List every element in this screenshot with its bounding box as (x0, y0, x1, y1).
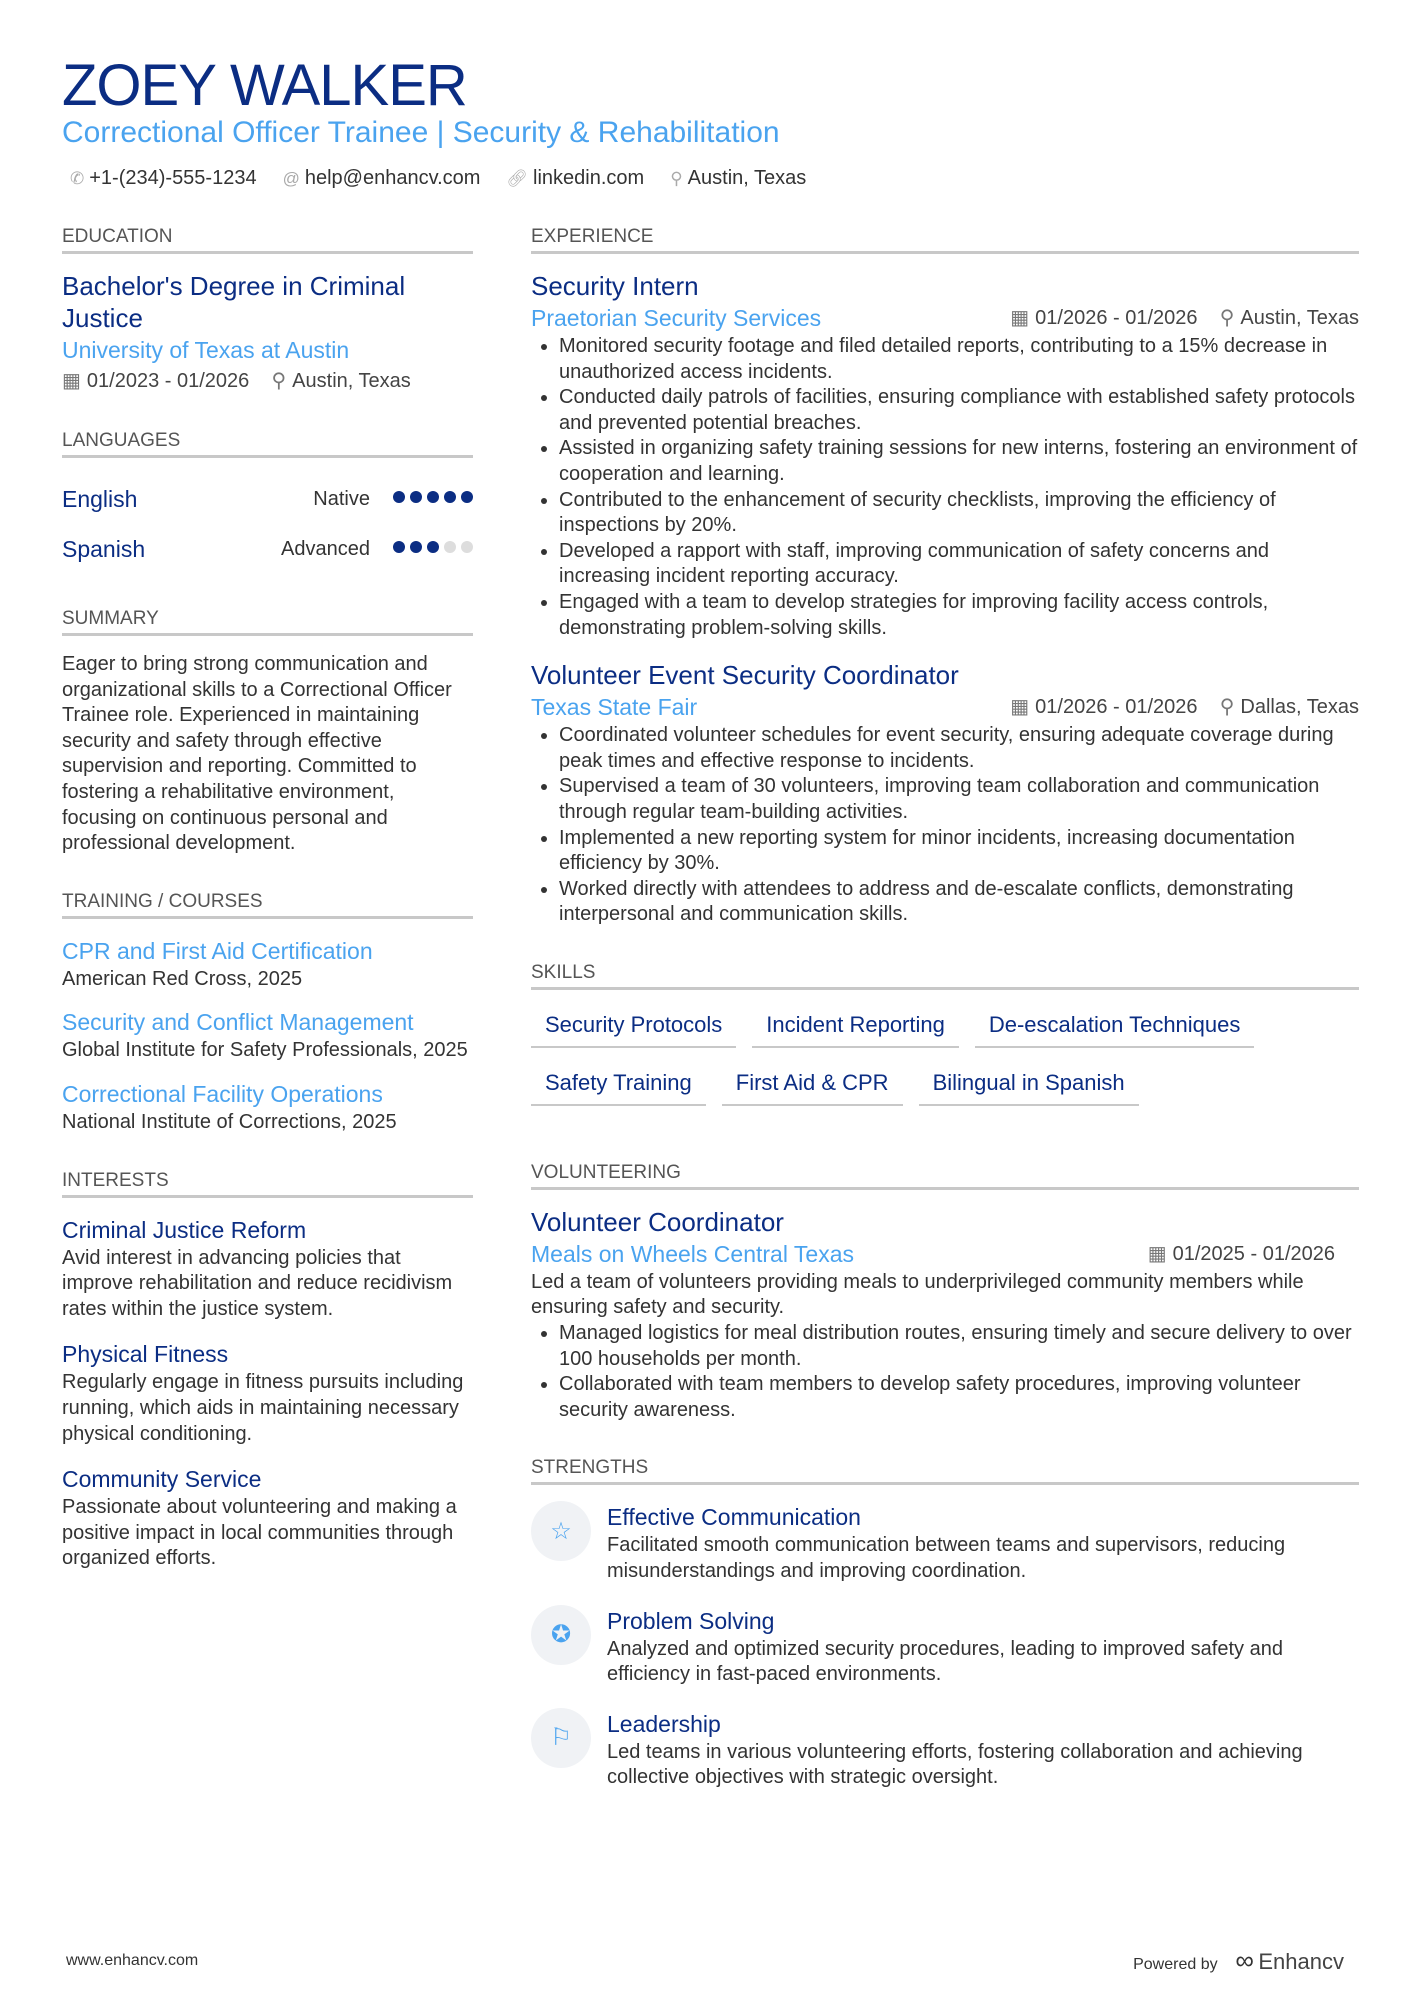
left-column (62, 226, 473, 1606)
job-title: Volunteer Event Security Coordinator (531, 660, 959, 691)
candidate-title: Correctional Officer Trainee | Security & Rehabilitation (62, 116, 780, 149)
job-title: Security Intern (531, 271, 699, 301)
strength-text: Analyzed and optimized security procedures, leading to improved safety and efficiency in fast-paced environments. (607, 1637, 1283, 1686)
education-section (62, 226, 473, 396)
skill-tag: Bilingual in Spanish (919, 1064, 1139, 1106)
section-heading: SUMMARY (62, 608, 473, 636)
right-column (531, 226, 1359, 1825)
footer-url[interactable]: www.enhancv.com (66, 1951, 199, 1969)
location-icon: ⚲ (271, 370, 287, 392)
level-dot (393, 491, 405, 503)
calendar-icon: ▦ (62, 370, 81, 392)
location-icon: ⚲ (670, 169, 683, 188)
strength-title: Leadership (607, 1710, 721, 1737)
contact-phone[interactable] (70, 167, 257, 190)
location: Austin, Texas (292, 370, 411, 392)
enhancv-logo-icon: ∞ (1235, 1945, 1254, 1975)
footer (66, 1945, 1344, 1976)
summary-text: Eager to bring strong communication and organizational skills to a Correctional Officer Trainee role. Experienced in maintaining security and safety through effective supervision and reporting. Committed to fostering a rehabilitative environment, focusing on continuous personal and professional development. (62, 653, 452, 855)
interest-item (62, 1338, 473, 1447)
contact-bar (70, 167, 806, 190)
bullet: • Supervised a team of 30 volunteers, improving team collaboration and communication through regular team-building activities. (559, 774, 1359, 825)
interest-title: Criminal Justice Reform (62, 1216, 307, 1243)
bullet: • Implemented a new reporting system for minor incidents, increasing documentation efficiency by 30%. (559, 826, 1359, 877)
languages-section (62, 430, 473, 574)
job-meta (1010, 303, 1359, 333)
language-level: Native (313, 487, 370, 510)
skill-tag: Security Protocols (531, 1006, 736, 1048)
location-icon: ⚲ (1219, 696, 1235, 719)
course-detail: American Red Cross, 2025 (62, 967, 303, 990)
interest-item (62, 1463, 473, 1572)
powered-by (1133, 1945, 1344, 1976)
bullet: • Engaged with a team to develop strategies for improving facility access controls, demonstrating problem-solving skills. (559, 590, 1359, 641)
bullet: • Coordinated volunteer schedules for event security, ensuring adequate coverage during peak times and effective response to incidents. (559, 723, 1359, 774)
link-icon: 🔗︎ (506, 169, 529, 188)
skill-tag: First Aid & CPR (722, 1064, 903, 1106)
interest-title: Community Service (62, 1466, 262, 1493)
strength-item (531, 1501, 1359, 1584)
section-heading: INTERESTS (62, 1170, 473, 1198)
strength-item (531, 1708, 1359, 1791)
interest-item (62, 1214, 473, 1323)
experience-item (531, 270, 1359, 641)
dates: 01/2025 - 01/2026 (1172, 1242, 1335, 1265)
section-heading: TRAINING / COURSES (62, 891, 473, 919)
strength-text: Led teams in various volunteering efforts, fostering collaboration and achieving collective objectives with strategic oversight. (607, 1740, 1303, 1789)
interest-title: Physical Fitness (62, 1341, 229, 1368)
course-item (62, 1006, 473, 1064)
candidate-name: ZOEY WALKER (62, 53, 467, 118)
phone-text: +1-(234)-555-1234 (89, 167, 257, 189)
flag-icon: ⚐ (531, 1708, 591, 1768)
skill-tag: Safety Training (531, 1064, 706, 1106)
course-title: CPR and First Aid Certification (62, 937, 373, 964)
section-heading: STRENGTHS (531, 1457, 1359, 1485)
location: Dallas, Texas (1240, 696, 1359, 719)
dates: 01/2026 - 01/2026 (1035, 696, 1198, 719)
level-dot (461, 491, 473, 503)
calendar-icon: ▦ (1010, 696, 1030, 719)
volunteering-section (531, 1162, 1359, 1424)
summary-section (62, 608, 473, 857)
location-text: Austin, Texas (687, 167, 807, 189)
level-dot (444, 541, 456, 553)
award-icon: ✪ (531, 1605, 591, 1665)
strength-text: Facilitated smooth communication between teams and supervisors, reducing misunderstandings and improving coordination. (607, 1534, 1286, 1583)
level-dot (427, 541, 439, 553)
level-dots (388, 540, 473, 558)
location-icon: ⚲ (1219, 307, 1235, 329)
interest-text: Passionate about volunteering and making a positive impact in local communities through organized efforts. (62, 1496, 457, 1570)
calendar-icon: ▦ (1147, 1242, 1167, 1265)
phone-icon: ✆ (70, 169, 85, 188)
section-heading: EXPERIENCE (531, 226, 1359, 254)
skills-section (531, 962, 1359, 1106)
strength-title: Problem Solving (607, 1607, 775, 1634)
level-dot (461, 541, 473, 553)
interests-section (62, 1170, 473, 1572)
language-item (62, 524, 473, 574)
star-icon: ☆ (531, 1501, 591, 1561)
email-text: help@enhancv.com (304, 167, 481, 189)
interest-text: Avid interest in advancing policies that improve rehabilitation and reduce recidivism rates within the justice system. (62, 1246, 453, 1320)
calendar-icon: ▦ (1010, 307, 1030, 329)
course-title: Security and Conflict Management (62, 1009, 414, 1036)
section-heading: SKILLS (531, 962, 1359, 990)
level-dots (388, 490, 473, 508)
bullet: • Collaborated with team members to develop safety procedures, improving volunteer security awareness. (559, 1372, 1359, 1423)
bullet: • Assisted in organizing safety training sessions for new interns, fostering an environment of cooperation and learning. (559, 436, 1359, 487)
location: Austin, Texas (1240, 307, 1359, 329)
course-item (62, 1078, 473, 1136)
education-meta (62, 366, 473, 396)
bullet: • Developed a rapport with staff, improving communication of safety concerns and increasing incident reporting accuracy. (559, 539, 1359, 590)
language-item (62, 474, 473, 524)
contact-linkedin[interactable] (506, 167, 644, 190)
section-heading: EDUCATION (62, 226, 473, 254)
strength-title: Effective Communication (607, 1504, 861, 1531)
job-meta (1010, 692, 1359, 722)
at-icon: @ (282, 169, 300, 188)
experience-item (531, 659, 1359, 928)
strength-item (531, 1605, 1359, 1688)
training-section (62, 891, 473, 1136)
bullet: • Managed logistics for meal distribution routes, ensuring timely and secure delivery to over 100 households per month. (559, 1321, 1359, 1372)
section-heading: LANGUAGES (62, 430, 473, 458)
course-item (62, 935, 473, 993)
bullet: • Monitored security footage and filed detailed reports, contributing to a 15% decrease in unauthorized access incidents. (559, 334, 1359, 385)
brand-name: Enhancv (1258, 1949, 1344, 1974)
bullet: • Conducted daily patrols of facilities, ensuring compliance with established safety protocols and prevented potential breaches. (559, 385, 1359, 436)
volunteer-text: Led a team of volunteers providing meals to underprivileged community members while ensuring safety and security. (531, 1270, 1304, 1319)
level-dot (410, 491, 422, 503)
powered-label: Powered by (1133, 1956, 1218, 1973)
experience-section (531, 226, 1359, 928)
level-dot (410, 541, 422, 553)
course-detail: Global Institute for Safety Professionals, 2025 (62, 1039, 468, 1062)
language-name: Spanish (62, 535, 146, 562)
language-name: English (62, 485, 138, 512)
bullet: • Contributed to the enhancement of security checklists, improving the efficiency of inspections by 20%. (559, 488, 1359, 539)
strengths-section (531, 1457, 1359, 1791)
level-dot (444, 491, 456, 503)
dates: 01/2026 - 01/2026 (1035, 307, 1198, 329)
interest-text: Regularly engage in fitness pursuits including running, which aids in maintaining necessary physical conditioning. (62, 1371, 464, 1445)
course-title: Correctional Facility Operations (62, 1080, 383, 1107)
level-dot (427, 491, 439, 503)
bullet: • Worked directly with attendees to address and de-escalate conflicts, demonstrating interpersonal and communication skills. (559, 877, 1359, 928)
language-level: Advanced (281, 537, 370, 560)
volunteer-title: Volunteer Coordinator (531, 1206, 784, 1237)
volunteer-org: Meals on Wheels Central Texas (531, 1240, 854, 1267)
contact-email[interactable] (283, 167, 481, 190)
volunteer-dates (1148, 1239, 1335, 1269)
contact-location (670, 167, 806, 190)
company: Praetorian Security Services (531, 305, 822, 331)
dates: 01/2023 - 01/2026 (86, 370, 250, 392)
section-heading: VOLUNTEERING (531, 1162, 1359, 1190)
company: Texas State Fair (531, 694, 698, 721)
degree: Bachelor's Degree in Criminal Justice (62, 271, 406, 333)
school: University of Texas at Austin (62, 337, 350, 363)
course-detail: National Institute of Corrections, 2025 (62, 1110, 397, 1133)
skill-tag: Incident Reporting (752, 1006, 959, 1048)
level-dot (393, 541, 405, 553)
linkedin-text: linkedin.com (533, 167, 645, 189)
skill-tag: De-escalation Techniques (975, 1006, 1255, 1048)
